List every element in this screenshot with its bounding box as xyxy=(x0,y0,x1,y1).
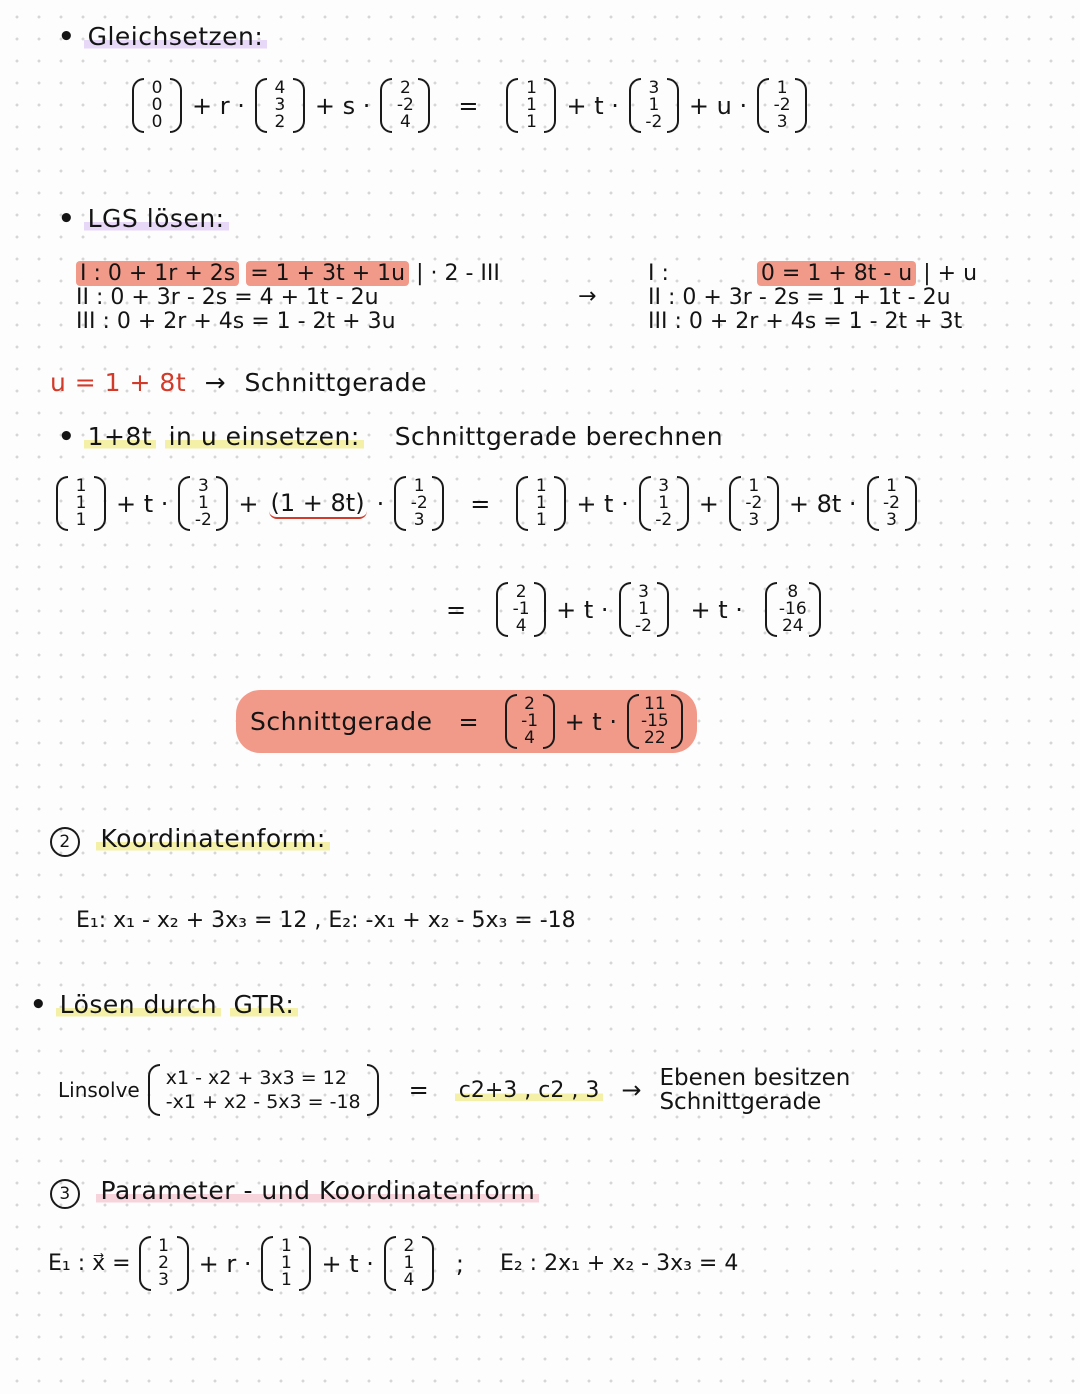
vector-r xyxy=(255,78,305,133)
vector-component: -2 xyxy=(645,112,663,132)
e1-label: E₁ : x⃗ = xyxy=(48,1251,131,1276)
vector-component: 1 xyxy=(638,599,649,619)
op: + s · xyxy=(314,91,371,120)
conclusion xyxy=(659,1066,850,1114)
bullet: • xyxy=(58,22,76,52)
vector xyxy=(384,1236,434,1291)
u-result: u = 1 + 8t xyxy=(50,368,187,397)
op: + t · xyxy=(116,489,169,518)
conclusion-line-2: Schnittgerade xyxy=(659,1089,822,1115)
op: + xyxy=(238,489,259,518)
vector-component: 3 xyxy=(197,476,209,496)
heading-koordinatenform: Koordinatenform: xyxy=(96,824,329,853)
op: + t · xyxy=(556,595,609,624)
vector-component: 1 xyxy=(526,78,537,98)
vector-component: 4 xyxy=(399,112,411,132)
vector-component: 1 xyxy=(75,476,87,496)
section-gleichsetzen xyxy=(58,22,267,52)
vector-component: 2 xyxy=(158,1253,169,1273)
vector-component: -2 xyxy=(194,510,212,530)
vector-component: 24 xyxy=(781,616,804,636)
heading-lgs: LGS lösen: xyxy=(84,204,229,233)
substitution-line-2 xyxy=(444,582,821,637)
vector-component: 1 xyxy=(281,1236,292,1256)
vector-component: 4 xyxy=(403,1270,415,1290)
op: + t · xyxy=(321,1249,374,1278)
vector xyxy=(394,476,444,531)
heading-loesen-durch: Lösen durch xyxy=(56,990,222,1019)
vector-component: 0 xyxy=(151,112,163,132)
vector-component: -2 xyxy=(773,95,791,115)
vector-component: 3 xyxy=(748,510,760,530)
op: + t · xyxy=(690,595,743,624)
equation-gleichsetzen xyxy=(132,78,807,133)
heading-gleichsetzen: Gleichsetzen: xyxy=(84,22,268,51)
result-label: Schnittgerade xyxy=(244,368,427,397)
lgs-right-line-1-op: | + u xyxy=(923,261,978,286)
equals: = xyxy=(470,489,491,518)
lgs-line-3: III : 0 + 2r + 4s = 1 - 2t + 3u xyxy=(76,309,396,334)
vector-component: 3 xyxy=(274,95,286,115)
e1-parameterform xyxy=(48,1236,738,1291)
vector xyxy=(639,476,689,531)
vector-component: -2 xyxy=(655,510,673,530)
vector xyxy=(729,476,779,531)
vector-s xyxy=(380,78,430,133)
e2-koordinatenform: E₂ : 2x₁ + x₂ - 3x₃ = 4 xyxy=(499,1251,739,1276)
linsolve-eq-2: -x1 + x2 - 5x3 = -18 xyxy=(165,1091,361,1113)
op: + r · xyxy=(198,1249,252,1278)
vector-component: 1 xyxy=(535,510,547,530)
schnittgerade-label: Schnittgerade xyxy=(250,707,433,736)
vector xyxy=(765,582,821,637)
vector xyxy=(627,694,683,749)
lgs-result xyxy=(50,368,427,397)
vector-t xyxy=(629,78,679,133)
vector-component: -2 xyxy=(883,493,900,513)
vector-p xyxy=(506,78,556,133)
vector-component: 0 xyxy=(151,78,163,98)
vector-component: -1 xyxy=(512,599,530,619)
vector-component: -2 xyxy=(635,616,652,636)
vector-component: 3 xyxy=(776,112,788,132)
vector-component: 1 xyxy=(535,493,547,513)
section-parameter-koordinatenform xyxy=(50,1176,539,1209)
vector-component: 1 xyxy=(776,78,788,98)
section-lgs xyxy=(58,204,229,234)
lgs-line-1 xyxy=(76,262,500,286)
vector-u xyxy=(757,78,807,133)
conclusion-line-1: Ebenen besitzen xyxy=(659,1065,851,1091)
vector-component: 4 xyxy=(274,78,286,98)
separator: ; xyxy=(455,1249,464,1278)
lgs-line-1-op: | · 2 - III xyxy=(416,261,500,286)
vector-component: 1 xyxy=(75,493,87,513)
vector-component: 2 xyxy=(399,78,411,98)
equals: = xyxy=(458,707,479,736)
op: + 8t · xyxy=(788,489,857,518)
vector-component: 1 xyxy=(748,476,760,496)
vector-component: 1 xyxy=(648,95,660,115)
section-number-circle: 2 xyxy=(50,827,80,857)
vector-component: 3 xyxy=(638,582,649,602)
vector xyxy=(178,476,228,531)
vector-component: 11 xyxy=(644,694,666,714)
vector xyxy=(261,1236,311,1291)
op: + t · xyxy=(564,707,617,736)
vector-component: 2 xyxy=(403,1236,415,1256)
section-number-circle: 3 xyxy=(50,1179,80,1209)
op: + u · xyxy=(688,91,748,120)
linsolve-system xyxy=(148,1064,379,1116)
vector-component: 3 xyxy=(886,510,897,530)
op: + xyxy=(698,489,719,518)
vector-component: 1 xyxy=(413,476,425,496)
vector-component: 3 xyxy=(658,476,670,496)
vector-component: 8 xyxy=(787,582,799,602)
lgs-line-1-rhs: = 1 + 3t + 1u xyxy=(246,261,409,286)
heading-gtr: GTR: xyxy=(230,990,299,1019)
linsolve-eq-1: x1 - x2 + 3x3 = 12 xyxy=(165,1067,347,1089)
vector-component: 2 xyxy=(524,694,535,714)
vector-component: 4 xyxy=(524,728,535,748)
vector xyxy=(619,582,669,637)
linsolve-block xyxy=(58,1064,850,1116)
lgs-right-system xyxy=(648,262,977,334)
plane-equations: E₁: x₁ - x₂ + 3x₃ = 12 , E₂: -x₁ + x₂ - 5x₃ = -18 xyxy=(76,908,576,933)
heading-einsetzen: in u einsetzen: xyxy=(165,422,364,451)
heading-schnittgerade-berechnen: Schnittgerade berechnen xyxy=(394,422,724,451)
heading-parameter-koordinatenform: Parameter - und Koordinatenform xyxy=(96,1176,539,1205)
vector-component: -1 xyxy=(521,711,539,731)
vector-component: 1 xyxy=(281,1253,292,1273)
vector-component: 22 xyxy=(644,728,666,748)
section-koordinatenform xyxy=(50,824,330,857)
op: + t · xyxy=(576,489,629,518)
op: · xyxy=(376,489,385,518)
linsolve-result: c2+3 , c2 , 3 xyxy=(455,1078,604,1103)
lgs-right-line-2: II : 0 + 3r - 2s = 1 + 1t - 2u xyxy=(648,285,951,310)
vector-component: 0 xyxy=(151,95,163,115)
vector-component: 2 xyxy=(515,582,527,602)
lgs-right-line-1 xyxy=(648,262,977,286)
equals: = xyxy=(446,595,467,624)
op: + t · xyxy=(566,91,619,120)
lgs-left-system xyxy=(76,262,500,334)
section-einsetzen xyxy=(58,422,723,452)
vector-component: 1 xyxy=(886,476,897,496)
vector-component: -2 xyxy=(410,493,428,513)
vector-component: 1 xyxy=(658,493,670,513)
vector-component: 3 xyxy=(413,510,425,530)
equals: = xyxy=(408,1076,429,1104)
bullet: • xyxy=(58,204,76,234)
vector-component: 1 xyxy=(158,1236,169,1256)
vector-component: -15 xyxy=(640,711,669,731)
lgs-arrow: → xyxy=(578,284,597,309)
vector-component: 4 xyxy=(515,616,527,636)
lgs-right-line-1-label: I : xyxy=(648,261,669,286)
lgs-line-2: II : 0 + 3r - 2s = 4 + 1t - 2u xyxy=(76,285,379,310)
vector-component: -2 xyxy=(396,95,414,115)
equals: = xyxy=(458,91,479,120)
vector-component: 1 xyxy=(526,95,537,115)
lgs-right-line-3: III : 0 + 2r + 4s = 1 - 2t + 3t xyxy=(648,309,963,334)
vector xyxy=(56,476,106,531)
op: + r · xyxy=(192,91,245,120)
schnittgerade-result xyxy=(236,690,697,753)
vector xyxy=(516,476,566,531)
gtr-heading xyxy=(30,990,298,1020)
vector xyxy=(505,694,555,749)
substitution-line-1 xyxy=(56,476,917,531)
bullet: • xyxy=(30,990,48,1020)
vector xyxy=(139,1236,189,1291)
vector-component: 1 xyxy=(535,476,547,496)
lgs-line-1-lhs: I : 0 + 1r + 2s xyxy=(76,261,239,286)
result-arrow: → xyxy=(204,368,227,397)
heading-1plus8t: 1+8t xyxy=(84,422,157,451)
bullet: • xyxy=(58,422,76,452)
vector-component: 3 xyxy=(158,1270,169,1290)
vector xyxy=(496,582,546,637)
linsolve-label: Linsolve xyxy=(58,1078,140,1102)
vector-component: 1 xyxy=(75,510,87,530)
factor-1plus8t: (1 + 8t) xyxy=(270,488,365,517)
result-arrow: → xyxy=(621,1076,642,1104)
vector-component: 1 xyxy=(403,1253,415,1273)
vector-zero xyxy=(132,78,182,133)
vector-component: 3 xyxy=(648,78,660,98)
vector-component: -16 xyxy=(778,599,807,619)
vector-component: 2 xyxy=(274,112,286,132)
vector-component: 1 xyxy=(526,112,537,132)
vector xyxy=(867,476,917,531)
vector-component: 1 xyxy=(281,1270,292,1290)
lgs-right-line-1-eq: 0 = 1 + 8t - u xyxy=(757,261,916,286)
vector-component: 1 xyxy=(197,493,209,513)
vector-component: -2 xyxy=(745,493,763,513)
